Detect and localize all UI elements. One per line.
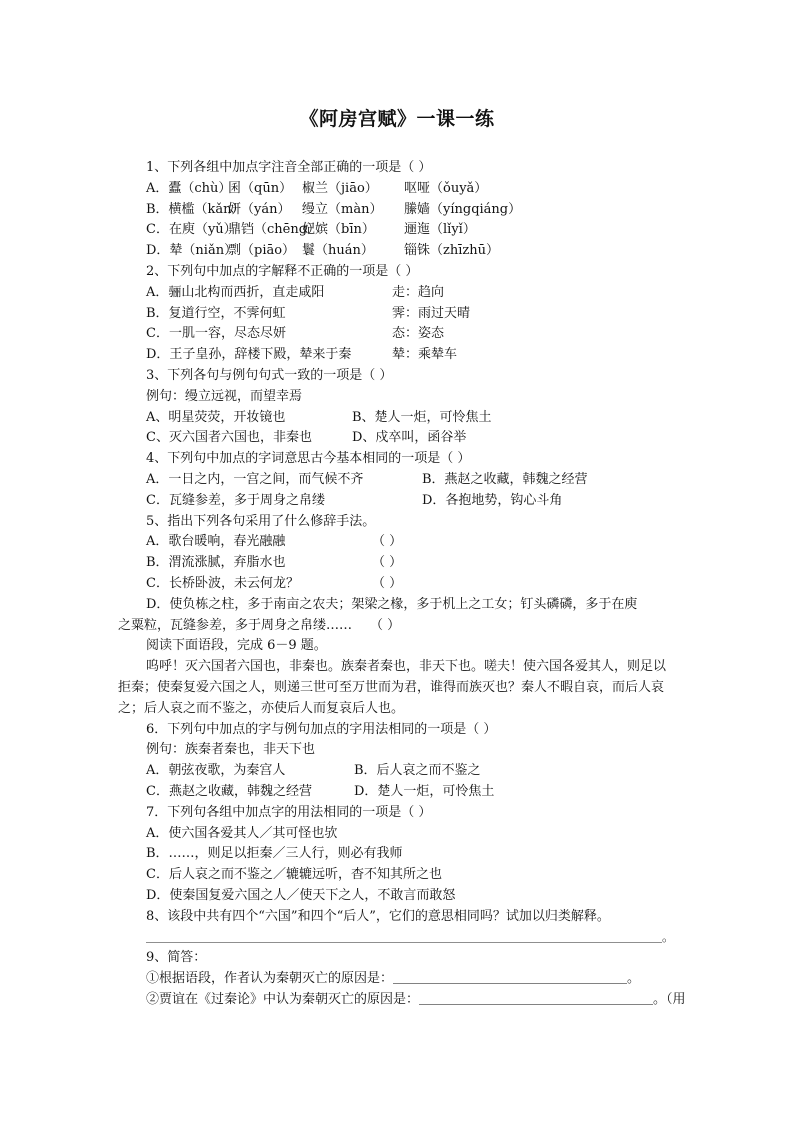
q2-c-gloss: 态：姿态 <box>392 326 445 342</box>
q1-a-1: A．蠹（chù） <box>146 180 232 196</box>
q4-option-d: D．各抱地势，钩心斗角 <box>422 492 563 508</box>
q1-d-1: D．辇（niǎn） <box>146 243 238 259</box>
q2-option-b <box>118 304 678 325</box>
q1-a-3: 椒兰（jiāo） <box>302 180 378 196</box>
q5-b-answer-blank[interactable]: （ ） <box>372 555 403 571</box>
question-5-stem: 5、指出下列各句采用了什么修辞手法。 <box>146 513 376 529</box>
q4-options-cd <box>118 491 678 512</box>
q2-d-gloss: 辇：乘辇车 <box>392 347 458 363</box>
q1-c-3: 妃嫔（bīn） <box>302 222 375 238</box>
q2-option-a <box>118 283 678 304</box>
reading-passage: 呜呼！灭六国者六国也，非秦也。族秦者秦也，非天下也。嗟夫！使六国各爱其人，则足以拒秦；使秦复爱六国之人，则递三世可至万世而为君，谁得而族灭也？秦人不暇自哀，而后人哀之；后人哀之而不鉴之，亦使后人而复哀后人也。 <box>118 659 667 716</box>
q1-d-2: 剽（piāo） <box>228 243 296 259</box>
question-3-stem: 3、下列各句与例句句式一致的一项是（ ） <box>146 367 393 383</box>
q1-d-4: 锱铢（zhīzhū） <box>404 243 499 259</box>
question-6-stem: 6．下列句中加点的字与例句加点的字用法相同的一项是（ ） <box>146 721 497 737</box>
q1-c-4: 逦迤（lǐyǐ） <box>404 222 476 238</box>
question-8-stem: 8、该段中共有四个“六国”和四个“后人”，它们的意思相同吗？试加以归类解释。 <box>146 908 610 924</box>
q4-options-ab <box>118 470 678 491</box>
q2-c-sentence: C．一肌一容，尽态尽妍 <box>146 326 286 342</box>
document-title: 《阿房宫赋》一课一练 <box>299 108 495 130</box>
q6-option-d: D．楚人一炬，可怜焦土 <box>354 783 495 799</box>
q5-c-sentence: C．长桥卧波，未云何龙？ <box>146 575 299 591</box>
q4-option-c: C．瓦缝参差，多于周身之帛缕 <box>146 492 325 508</box>
q5-option-d-line1: D．使负栋之柱，多于南亩之农夫；架梁之椽，多于机上之工女；钉头磷磷，多于在庾 <box>146 596 638 612</box>
question-1-stem: 1、下列各组中加点字注音全部正确的一项是（ ） <box>146 160 432 175</box>
q8-answer-line[interactable]: ＿＿＿＿＿＿＿＿＿＿＿＿＿＿＿＿＿＿＿＿＿＿＿＿＿＿＿＿＿＿＿＿＿＿＿＿＿＿＿＿＿＿＿。 <box>146 930 675 945</box>
q7-option-a: A．使六国各爱其人／其可怪也欤 <box>146 825 338 841</box>
q5-option-a <box>118 532 678 553</box>
q1-a-2: 囷（qūn） <box>228 180 293 196</box>
q7-option-c: C．后人哀之而不鉴之／辘辘远听，杳不知其所之也 <box>146 867 442 883</box>
q5-a-sentence: A．歌台暖响，春光融融 <box>146 534 286 550</box>
q4-option-a: A．一日之内，一宫之间，而气候不齐 <box>146 471 364 487</box>
q2-b-sentence: B．复道行空，不霁何虹 <box>146 305 286 321</box>
q9-item-2[interactable]: ②贾谊在《过秦论》中认为秦朝灭亡的原因是：＿＿＿＿＿＿＿＿＿＿＿＿＿＿＿＿＿＿。（用 <box>146 991 686 1007</box>
q1-b-3: 缦立（màn） <box>302 201 383 217</box>
question-4-stem: 4、下列句中加点的字词意思古今基本相同的一项是（ ） <box>146 451 471 467</box>
q2-a-sentence: A．骊山北构而西折，直走咸阳 <box>146 284 325 300</box>
q1-b-1: B．横槛（kǎn） <box>146 201 245 217</box>
q1-c-1: C．在庾（yǔ） <box>146 222 237 238</box>
q2-b-gloss: 霁：雨过天晴 <box>392 305 471 321</box>
q3-options-ab <box>118 408 678 429</box>
q1-option-a <box>118 179 678 200</box>
question-9-stem: 9、简答： <box>146 950 207 966</box>
q5-b-sentence: B．渭流涨腻，弃脂水也 <box>146 555 286 571</box>
q1-c-2: 鼎铛（chēng） <box>228 222 321 238</box>
q6-option-c: C．燕赵之收藏，韩魏之经营 <box>146 783 312 799</box>
q5-option-c <box>118 574 678 595</box>
q2-option-d <box>118 345 678 366</box>
q1-option-d <box>118 241 678 262</box>
q5-option-b <box>118 553 678 574</box>
q5-d-answer-blank[interactable]: （ ） <box>370 617 401 633</box>
q2-a-gloss: 走：趋向 <box>392 284 445 300</box>
q3-option-a: A、明星荧荧，开妆镜也 <box>146 409 286 425</box>
q1-b-4: 縢嫱（yíngqiáng） <box>404 201 522 217</box>
reading-intro: 阅读下面语段，完成 6－9 题。 <box>146 638 327 654</box>
q5-option-d-line2 <box>118 616 678 637</box>
q1-a-4: 呕哑（ǒuyǎ） <box>404 180 488 196</box>
question-7-stem: 7．下列句各组中加点字的用法相同的一项是（ ） <box>146 804 432 820</box>
q3-option-d: D、戍卒叫，函谷举 <box>352 430 467 446</box>
q1-d-3: 鬟（huán） <box>302 243 374 259</box>
q5-c-answer-blank[interactable]: （ ） <box>372 575 403 591</box>
question-2-stem: 2、下列句中加点的字解释不正确的一项是（ ） <box>146 263 419 279</box>
q6-example: 例句：族秦者秦也，非天下也 <box>146 742 316 758</box>
q6-option-b: B．后人哀之而不鉴之 <box>354 763 481 779</box>
q6-options-ab <box>118 761 678 782</box>
q1-option-b <box>118 200 678 221</box>
q3-options-cd <box>118 428 678 449</box>
q7-option-b: B．……，则足以拒秦／三人行，则必有我师 <box>146 846 403 862</box>
q5-a-answer-blank[interactable]: （ ） <box>372 534 403 550</box>
q3-option-b: B、楚人一炬，可怜焦土 <box>352 409 492 425</box>
q3-option-c: C、灭六国者六国也，非秦也 <box>146 430 312 446</box>
q4-option-b: B．燕赵之收藏，韩魏之经营 <box>422 471 588 487</box>
q6-options-cd <box>118 782 678 803</box>
q3-example: 例句：缦立远视，而望幸焉 <box>146 388 303 404</box>
q9-item-1[interactable]: ①根据语段，作者认为秦朝灭亡的原因是：＿＿＿＿＿＿＿＿＿＿＿＿＿＿＿＿＿＿。 <box>146 971 641 987</box>
q5-d-sentence-end: 之粟粒，瓦缝参差，多于周身之帛缕…… <box>118 617 353 633</box>
exercise-body <box>118 158 686 1011</box>
q1-b-2: 妍（yán） <box>228 201 291 217</box>
q6-option-a: A．朝弦夜歌，为秦宫人 <box>146 763 286 779</box>
q7-option-d: D．使秦国复爱六国之人／使天下之人，不敢言而敢怒 <box>146 887 456 903</box>
q2-option-c <box>118 324 678 345</box>
q1-option-c <box>118 220 678 241</box>
q2-d-sentence: D．王子皇孙，辞楼下殿，辇来于秦 <box>146 347 352 363</box>
